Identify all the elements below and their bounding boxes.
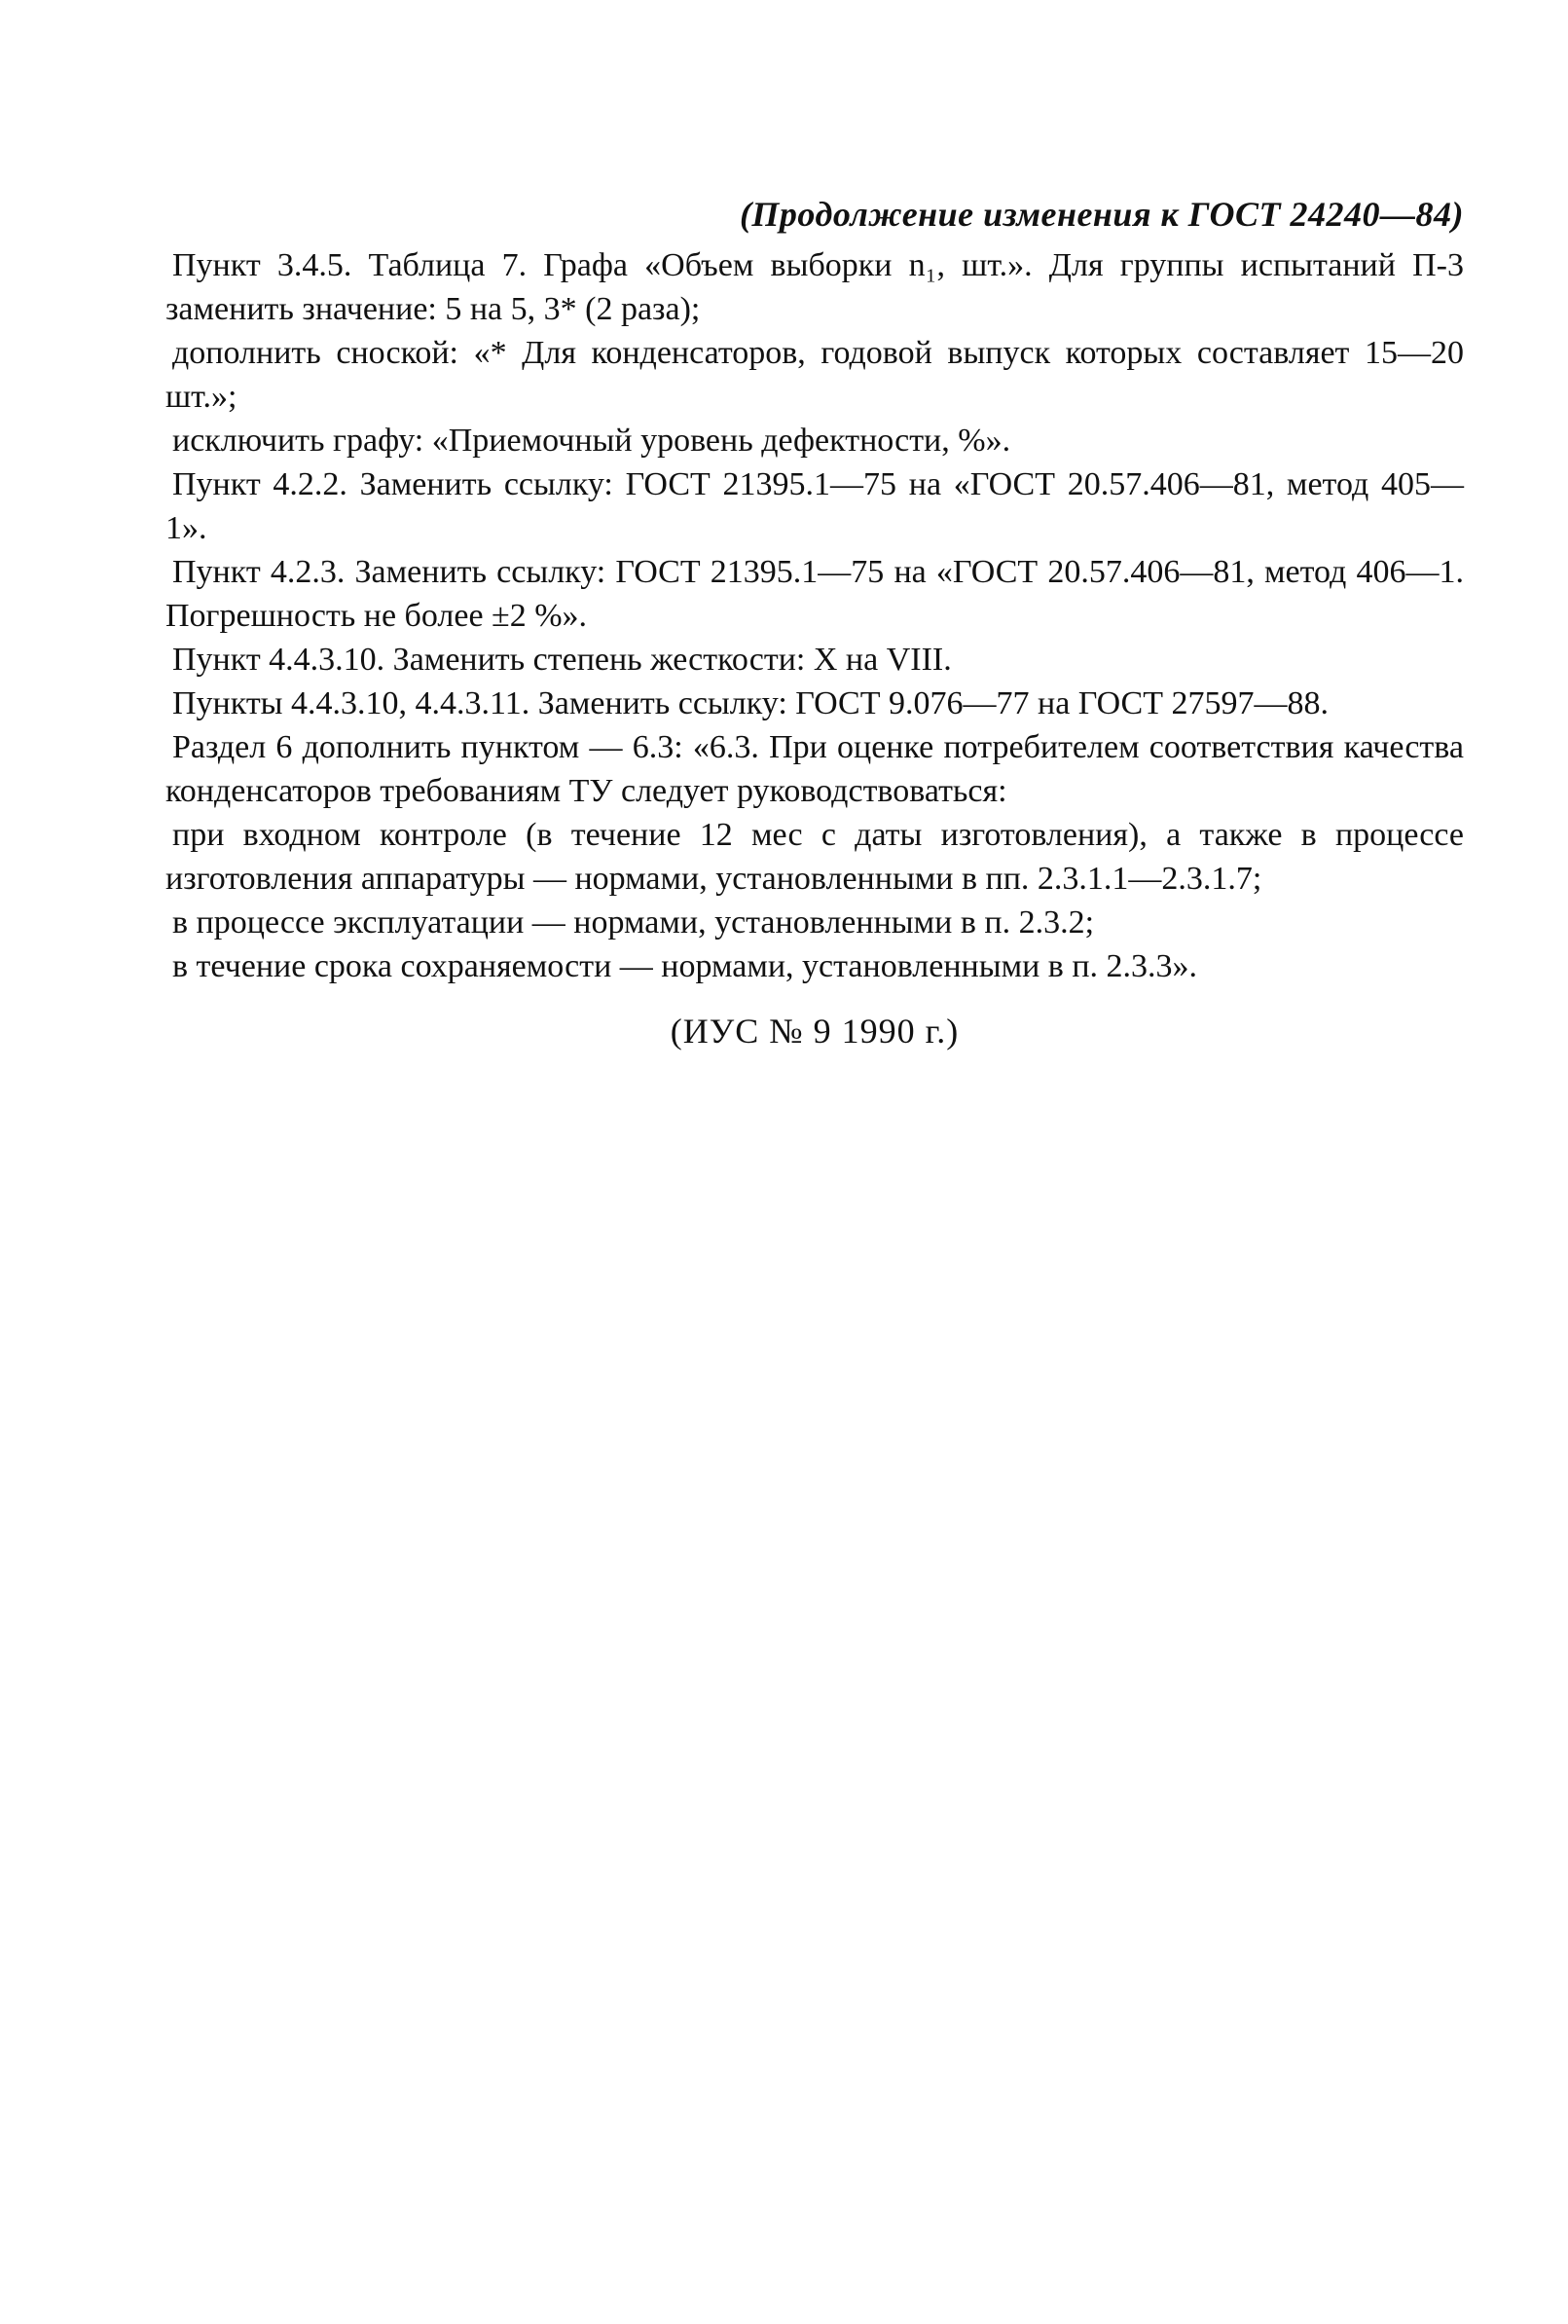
paragraph-section-6: Раздел 6 дополнить пунктом — 6.3: «6.3. При оценке потребителем соответствия качества конденсаторов требованиям ТУ следует руководствоваться: xyxy=(165,729,1464,809)
paragraph-4-4-3-10: Пункт 4.4.3.10. Заменить степень жесткости: X на VIII. xyxy=(172,642,952,678)
continuation-header: (Продолжение изменения к ГОСТ 24240—84) xyxy=(739,195,1464,234)
paragraph-4-2-3: Пункт 4.2.3. Заменить ссылку: ГОСТ 21395.1—75 на «ГОСТ 20.57.406—81, метод 406—1. Погрешность не более ±2 %». xyxy=(165,554,1464,634)
document-body xyxy=(165,191,1464,1054)
paragraph-4-2-2: Пункт 4.2.2. Заменить ссылку: ГОСТ 21395.1—75 на «ГОСТ 20.57.406—81, метод 405—1». xyxy=(165,466,1464,546)
paragraph-storage: в течение срока сохраняемости — нормами, установленными в п. 2.3.3». xyxy=(172,948,1198,984)
paragraph-incoming-control: при входном контроле (в течение 12 мес с даты изготовления), а также в процессе изготовления аппаратуры — нормами, установленными в пп. 2.3.1.1—2.3.1.7; xyxy=(165,817,1464,897)
paragraph-exclude-column: исключить графу: «Приемочный уровень дефектности, %». xyxy=(172,423,1011,459)
paragraph-operation: в процессе эксплуатации — нормами, установленными в п. 2.3.2; xyxy=(172,904,1095,941)
ius-reference: (ИУС № 9 1990 г.) xyxy=(670,1012,960,1051)
paragraph-4-4-3-10-11: Пункты 4.4.3.10, 4.4.3.11. Заменить ссылку: ГОСТ 9.076—77 на ГОСТ 27597—88. xyxy=(172,685,1330,721)
paragraph-footnote: дополнить сноской: «* Для конденсаторов, годовой выпуск которых составляет 15—20 шт.»; xyxy=(165,335,1464,415)
paragraph-3-4-5: Пункт 3.4.5. Таблица 7. Графа «Объем выборки n₁, шт.». Для группы испытаний П-3 заменить значение: 5 на 5, 3* (2 раза); xyxy=(165,247,1464,327)
